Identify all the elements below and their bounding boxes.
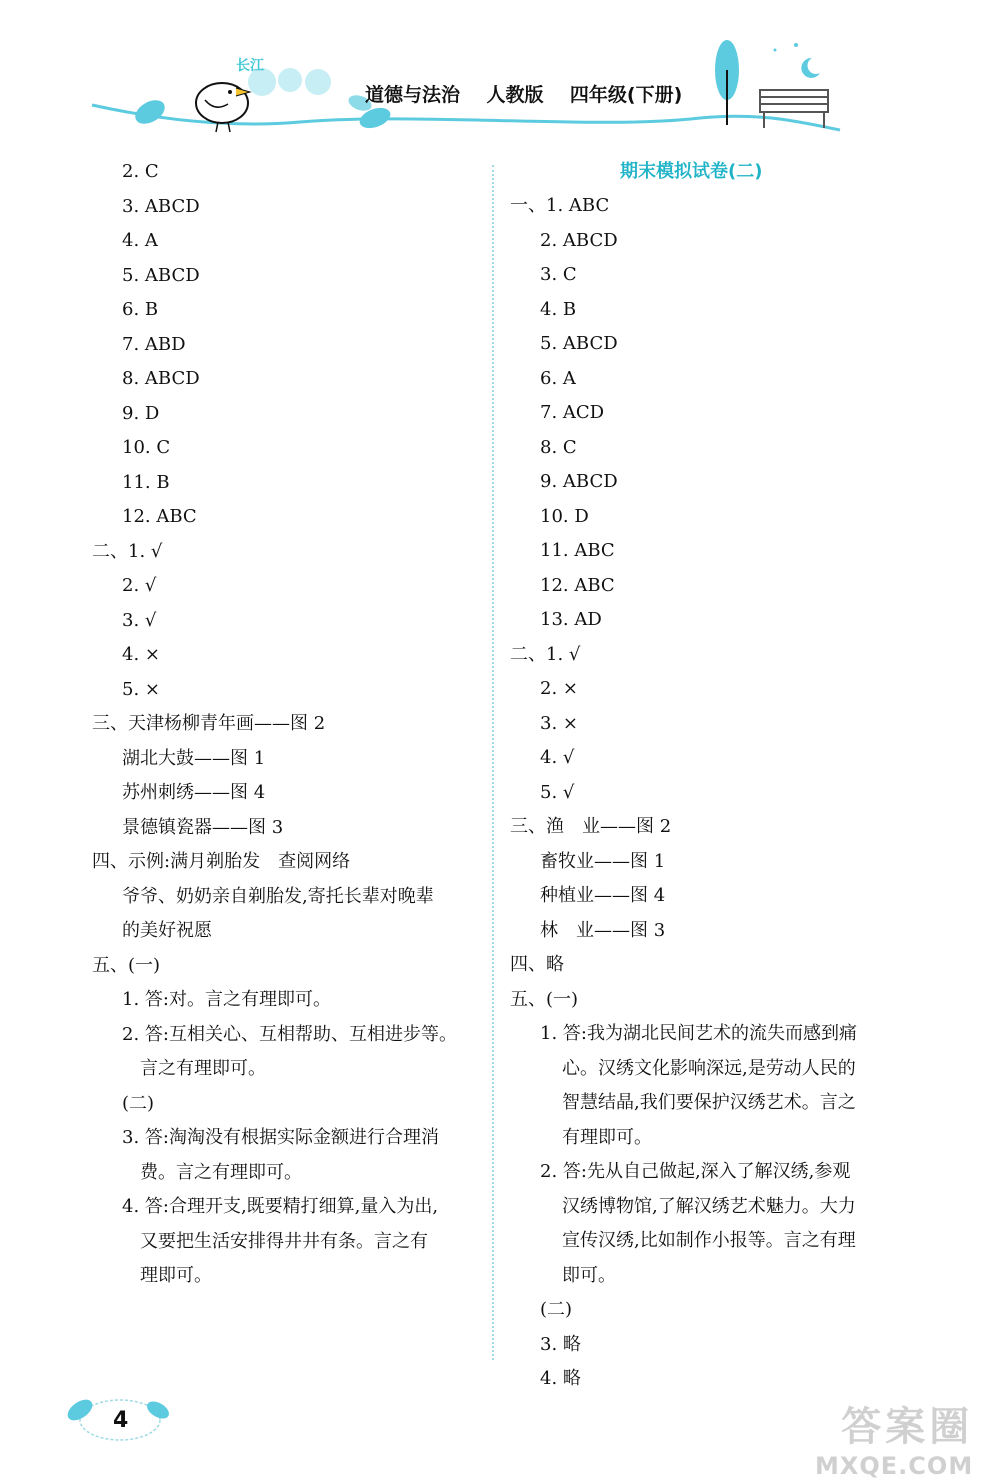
answer-line: 11. ABC bbox=[540, 540, 615, 561]
answer-line: 4. 略 bbox=[540, 1368, 581, 1389]
answer-line: 6. B bbox=[122, 299, 159, 320]
answer-line: 10. C bbox=[122, 437, 171, 458]
answer-line: 2. × bbox=[540, 678, 578, 699]
answer-line: 5. √ bbox=[540, 781, 575, 803]
answer-line: 2. 答:先从自己做起,深入了解汉绣,参观 bbox=[540, 1161, 851, 1182]
answer-line: 3. ABCD bbox=[122, 195, 200, 217]
answer-line: 理即可。 bbox=[140, 1265, 212, 1286]
answer-line: 5. ABCD bbox=[540, 333, 618, 354]
answer-line: 有理即可。 bbox=[562, 1126, 652, 1148]
answer-line: 三、渔 业——图 2 bbox=[510, 816, 672, 837]
answer-line: 五、(一) bbox=[510, 988, 579, 1010]
answer-line: 6. A bbox=[540, 367, 576, 389]
answer-line: 湖北大鼓——图 1 bbox=[122, 747, 266, 769]
answer-line: (二) bbox=[540, 1299, 573, 1320]
answer-line: 7. ABD bbox=[122, 333, 186, 355]
page-number: 4 bbox=[113, 1408, 129, 1433]
answer-line: 心。汉绣文化影响深远,是劳动人民的 bbox=[562, 1057, 856, 1079]
answer-line: 3. C bbox=[540, 264, 577, 285]
answer-line: 宣传汉绣,比如制作小报等。言之有理 bbox=[562, 1230, 856, 1251]
answer-line: 11. B bbox=[122, 471, 170, 493]
answer-line: 2. C bbox=[122, 161, 159, 182]
answer-line: 12. ABC bbox=[540, 574, 615, 596]
answer-line: 8. C bbox=[540, 436, 577, 458]
page-header bbox=[0, 0, 1000, 160]
answer-line: 爷爷、奶奶亲自剃胎发,寄托长辈对晚辈 bbox=[122, 885, 434, 907]
answer-line: 智慧结晶,我们要保护汉绣艺术。言之 bbox=[562, 1092, 856, 1113]
answer-line: 3. 答:淘淘没有根据实际金额进行合理消 bbox=[122, 1127, 439, 1148]
section-title: 期末模拟试卷(二) bbox=[620, 161, 763, 182]
answer-line: 2. √ bbox=[122, 575, 157, 596]
answer-line: 4. B bbox=[540, 298, 577, 320]
answer-line: 3. √ bbox=[122, 609, 157, 631]
answer-line: 种植业——图 4 bbox=[540, 885, 666, 906]
answer-line: 言之有理即可。 bbox=[140, 1058, 266, 1079]
answer-line: 4. 答:合理开支,既要精打细算,量入为出, bbox=[122, 1196, 439, 1217]
answer-line: 1. 答:我为湖北民间艺术的流失而感到痛 bbox=[540, 1023, 857, 1044]
answer-line: 四、略 bbox=[510, 954, 564, 975]
answer-line: 又要把生活安排得井井有条。言之有 bbox=[140, 1230, 428, 1252]
answer-line: 景德镇瓷器——图 3 bbox=[122, 816, 284, 838]
answer-line: 4. A bbox=[122, 230, 158, 251]
right-answer-list bbox=[510, 189, 900, 1397]
answer-line: 四、示例:满月剃胎发 查阅网络 bbox=[92, 851, 351, 872]
answer-line: 13. AD bbox=[540, 609, 602, 630]
answer-line: 3. × bbox=[540, 712, 578, 734]
tree-icon bbox=[715, 40, 739, 125]
answer-line: 8. ABCD bbox=[122, 368, 200, 389]
answer-line: 4. × bbox=[122, 644, 160, 665]
answer-line: 5. ABCD bbox=[122, 264, 200, 286]
answer-line: 畜牧业——图 1 bbox=[540, 850, 666, 872]
watermark-top: 答案圈 bbox=[841, 1404, 974, 1450]
brand-logo: 长江 bbox=[236, 58, 264, 74]
answer-line: 的美好祝愿 bbox=[122, 920, 212, 941]
answer-line: 汉绣博物馆,了解汉绣艺术魅力。大力 bbox=[562, 1195, 856, 1217]
answer-line: 三、天津杨柳青年画——图 2 bbox=[92, 713, 326, 734]
answer-line: (二) bbox=[122, 1092, 155, 1114]
answer-line: 12. ABC bbox=[122, 506, 197, 527]
watermark bbox=[815, 1395, 973, 1480]
answer-line: 1. 答:对。言之有理即可。 bbox=[122, 989, 331, 1010]
answer-line: 10. D bbox=[540, 505, 589, 527]
answer-line: 2. 答:互相关心、互相帮助、互相进步等。 bbox=[122, 1023, 457, 1045]
right-column bbox=[510, 155, 900, 1397]
answer-line: 五、(一) bbox=[92, 954, 161, 976]
answer-line: 4. √ bbox=[540, 747, 575, 768]
answer-line: 二、1. √ bbox=[92, 540, 163, 562]
answer-line: 即可。 bbox=[562, 1264, 616, 1286]
answer-line: 林 业——图 3 bbox=[540, 919, 666, 941]
answer-line: 一、1. ABC bbox=[510, 195, 610, 216]
answer-line: 7. ACD bbox=[540, 402, 605, 423]
answer-line: 9. ABCD bbox=[540, 471, 618, 492]
column-divider bbox=[492, 165, 494, 1360]
header-title: 道德与法治 人教版 四年级(下册) bbox=[365, 84, 683, 106]
answer-line: 苏州刺绣——图 4 bbox=[122, 782, 266, 803]
answer-line: 9. D bbox=[122, 402, 160, 424]
answer-line: 2. ABCD bbox=[540, 229, 618, 251]
answer-line: 5. × bbox=[122, 678, 160, 700]
watermark-bottom: MXQE.COM bbox=[815, 1452, 974, 1480]
answer-line: 3. 略 bbox=[540, 1333, 581, 1355]
answer-line: 费。言之有理即可。 bbox=[140, 1161, 302, 1183]
answer-line: 二、1. √ bbox=[510, 643, 581, 665]
left-column bbox=[92, 155, 477, 1294]
moon-icon bbox=[801, 58, 820, 78]
